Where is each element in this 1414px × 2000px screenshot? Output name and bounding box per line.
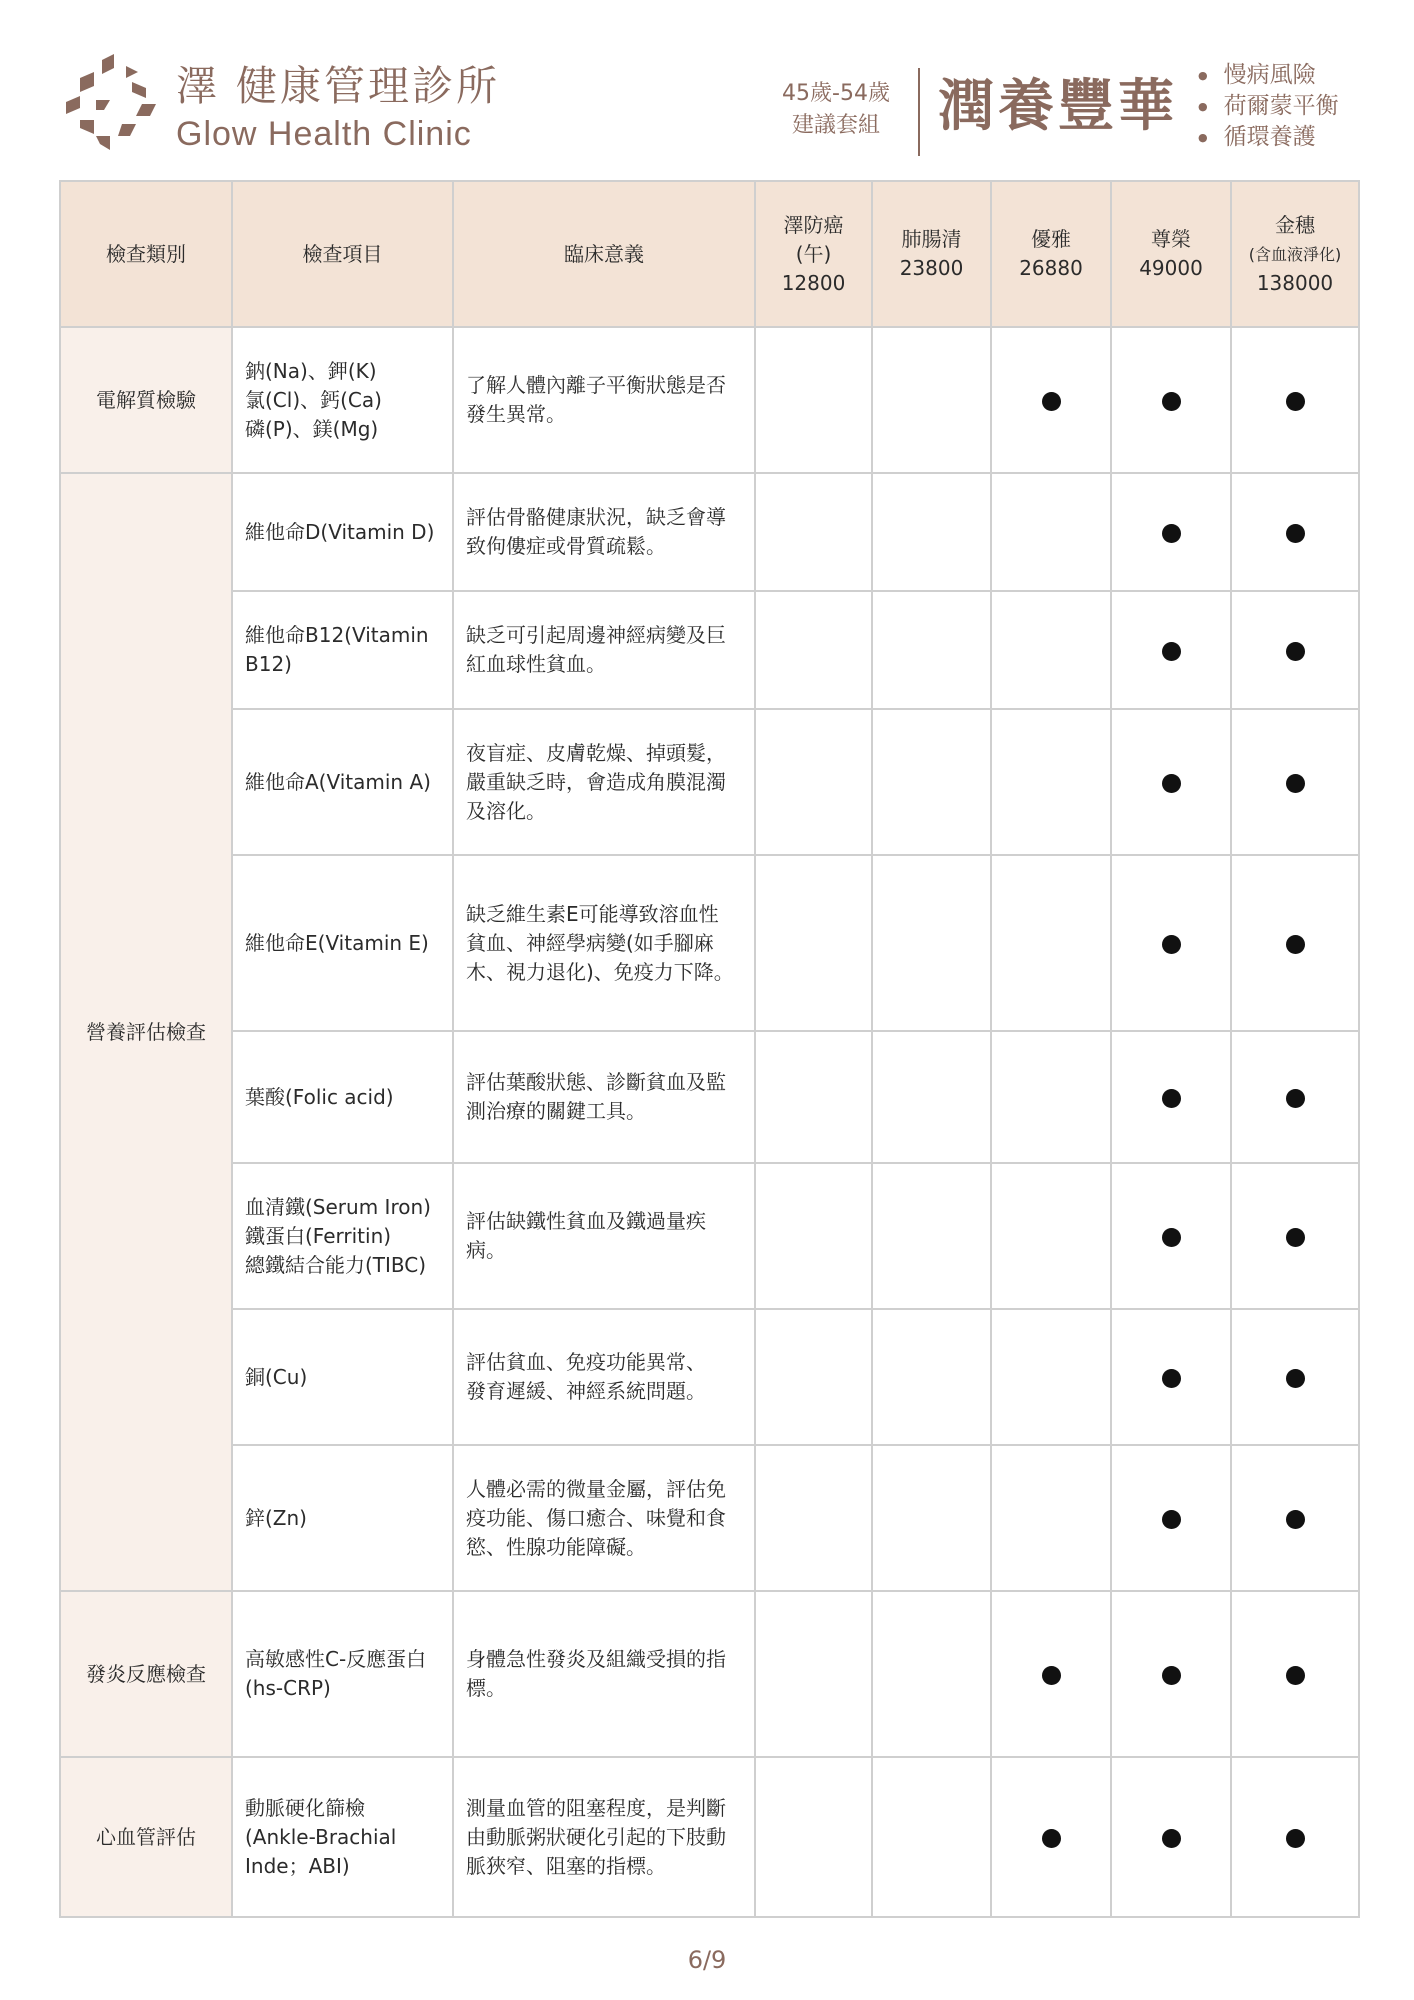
plan-mark-cell: [1111, 1163, 1231, 1309]
meaning-line: 病。: [466, 1238, 506, 1262]
plan-mark-cell: [755, 1445, 872, 1591]
plan-mark-cell: [991, 591, 1111, 709]
included-dot-icon: [1286, 524, 1305, 543]
item-cell: [232, 709, 453, 855]
category-cell: 電解質檢驗: [60, 327, 232, 473]
item-line: Inde；ABI): [245, 1853, 350, 1878]
item-cell: [232, 591, 453, 709]
plan-mark-cell: [872, 709, 991, 855]
item-cell: [232, 1163, 453, 1309]
plan-mark-cell: [872, 1445, 991, 1591]
included-dot-icon: [1162, 1510, 1181, 1529]
package-title: 潤養豐華: [938, 74, 1178, 139]
plan-mark-cell: [755, 855, 872, 1031]
category-cell: 心血管評估: [60, 1757, 232, 1917]
plan-mark-cell: [1231, 855, 1359, 1031]
plan-mark-cell: [872, 1163, 991, 1309]
plan-mark-cell: [1111, 1445, 1231, 1591]
meaning-line: 由動脈粥狀硬化引起的下肢動: [466, 1824, 726, 1849]
plan-mark-cell: [872, 1757, 991, 1917]
plan-name: 尊榮: [1151, 227, 1191, 251]
item-line: 維他命A(Vitamin A): [245, 769, 431, 794]
meaning-cell: [453, 1591, 755, 1757]
meaning-line: 紅血球性貧血。: [466, 652, 606, 676]
included-dot-icon: [1162, 935, 1181, 954]
meaning-line: 夜盲症、皮膚乾燥、掉頭髮，: [466, 740, 726, 765]
meaning-line: 評估葉酸狀態、診斷貧血及監: [466, 1070, 726, 1094]
clinic-logo-icon: [66, 52, 162, 152]
plan-mark-cell: [872, 855, 991, 1031]
meaning-line: 人體必需的微量金屬，評估免: [466, 1476, 726, 1501]
plan-mark-cell: [755, 1309, 872, 1445]
meaning-line: 木、視力退化)、免疫力下降。: [466, 959, 734, 984]
plan-price: 49000: [1139, 256, 1203, 280]
meaning-line: 測治療的關鍵工具。: [466, 1099, 646, 1123]
meaning-line: 及溶化。: [466, 798, 546, 823]
item-line: 氯(Cl)、鈣(Ca): [245, 387, 382, 412]
item-line: 血清鐵(Serum Iron): [245, 1194, 431, 1219]
item-line: 銅(Cu): [245, 1364, 308, 1389]
checkup-table: [59, 180, 1360, 1918]
plan-mark-cell: [755, 709, 872, 855]
category-cell: 發炎反應檢查: [60, 1591, 232, 1757]
item-cell: [232, 1309, 453, 1445]
plan-mark-cell: [991, 1757, 1111, 1917]
plan-mark-cell: [755, 1757, 872, 1917]
table-row: [60, 327, 1359, 473]
meaning-line: 評估骨骼健康狀況，缺乏會導: [466, 505, 726, 529]
meaning-cell: [453, 473, 755, 591]
item-cell: [232, 1591, 453, 1757]
plan-price: 138000: [1256, 270, 1334, 295]
plan-mark-cell: [1231, 1309, 1359, 1445]
item-line: (Ankle-Brachial: [245, 1824, 397, 1849]
header-divider: [918, 68, 920, 156]
meaning-line: 嚴重缺乏時，會造成角膜混濁: [466, 769, 726, 794]
table-row: [60, 709, 1359, 855]
table-row: [60, 1445, 1359, 1591]
meaning-line: 慾、性腺功能障礙。: [466, 1534, 646, 1559]
brand-name-zh: 澤 健康管理診所: [176, 62, 501, 110]
meaning-line: 脈狹窄、阻塞的指標。: [466, 1853, 666, 1878]
category-cell: 營養評估檢查: [60, 473, 232, 1591]
item-line: B12): [245, 652, 292, 676]
plan-mark-cell: [872, 473, 991, 591]
plan-mark-cell: [1111, 855, 1231, 1031]
plan-mark-cell: [991, 1591, 1111, 1757]
meaning-line: 了解人體內離子平衡狀態是否: [466, 373, 726, 397]
included-dot-icon: [1162, 1089, 1181, 1108]
age-range-block: [770, 78, 902, 142]
meaning-cell: [453, 1757, 755, 1917]
meaning-line: 發生異常。: [466, 402, 566, 426]
meaning-line: 標。: [466, 1676, 506, 1700]
meaning-line: 身體急性發炎及組織受損的指: [466, 1647, 726, 1671]
plan-mark-cell: [1111, 1757, 1231, 1917]
plan-note: (含血液淨化): [1248, 244, 1342, 264]
age-range: 45歲-54歲: [782, 81, 890, 106]
plan-mark-cell: [872, 591, 991, 709]
included-dot-icon: [1286, 642, 1305, 661]
plan-mark-cell: [1231, 591, 1359, 709]
meaning-line: 貧血、神經學病變(如手腳麻: [466, 930, 714, 955]
item-cell: [232, 855, 453, 1031]
plan-mark-cell: [872, 1591, 991, 1757]
plan-mark-cell: [1231, 1757, 1359, 1917]
plan-mark-cell: [991, 1031, 1111, 1163]
included-dot-icon: [1162, 1829, 1181, 1848]
plan-mark-cell: [991, 473, 1111, 591]
item-line: 維他命B12(Vitamin: [245, 623, 429, 647]
highlight-item: ● 循環養護: [1198, 122, 1339, 153]
item-line: 鐵蛋白(Ferritin): [245, 1223, 392, 1248]
table-row: [60, 473, 1359, 591]
brand-block: [176, 60, 500, 156]
plan-mark-cell: [991, 1445, 1111, 1591]
plan-mark-cell: [1231, 709, 1359, 855]
plan-mark-cell: [755, 1591, 872, 1757]
included-dot-icon: [1286, 1228, 1305, 1247]
header-plan: [755, 181, 872, 327]
included-dot-icon: [1286, 1089, 1305, 1108]
plan-price: 12800: [781, 270, 846, 295]
plan-mark-cell: [755, 1163, 872, 1309]
plan-mark-cell: [1231, 327, 1359, 473]
plan-mark-cell: [1231, 473, 1359, 591]
plan-mark-cell: [1231, 1163, 1359, 1309]
plan-session: (午): [795, 241, 832, 266]
item-cell: [232, 1031, 453, 1163]
meaning-line: 測量血管的阻塞程度，是判斷: [466, 1795, 726, 1820]
table-row: [60, 1031, 1359, 1163]
meaning-line: 發育遲緩、神經系統問題。: [466, 1379, 706, 1403]
table-row: [60, 1757, 1359, 1917]
header-plan: [1111, 181, 1231, 327]
meaning-cell: [453, 709, 755, 855]
meaning-cell: [453, 855, 755, 1031]
plan-mark-cell: [1231, 1445, 1359, 1591]
plan-name: 金穗: [1275, 212, 1315, 237]
plan-mark-cell: [872, 1309, 991, 1445]
plan-mark-cell: [755, 1031, 872, 1163]
plan-mark-cell: [755, 473, 872, 591]
table-row: [60, 591, 1359, 709]
meaning-line: 缺乏可引起周邊神經病變及巨: [466, 623, 726, 647]
item-cell: [232, 1445, 453, 1591]
header-plan: [991, 181, 1111, 327]
plan-price: 26880: [1019, 256, 1083, 280]
item-line: 磷(P)、鎂(Mg): [245, 416, 379, 441]
included-dot-icon: [1162, 642, 1181, 661]
included-dot-icon: [1286, 1510, 1305, 1529]
item-line: 鋅(Zn): [245, 1505, 307, 1530]
included-dot-icon: [1162, 524, 1181, 543]
plan-mark-cell: [991, 709, 1111, 855]
item-line: 總鐵結合能力(TIBC): [245, 1252, 427, 1277]
table-body: [60, 327, 1359, 1917]
plan-price: 23800: [899, 256, 964, 280]
plan-name: 肺腸清: [901, 227, 962, 251]
plan-mark-cell: [1111, 473, 1231, 591]
included-dot-icon: [1162, 392, 1181, 411]
table-header-row: [60, 181, 1359, 327]
meaning-cell: [453, 591, 755, 709]
table-row: [60, 1309, 1359, 1445]
plan-mark-cell: [1111, 327, 1231, 473]
included-dot-icon: [1286, 935, 1305, 954]
included-dot-icon: [1286, 1829, 1305, 1848]
plan-mark-cell: [991, 1163, 1111, 1309]
brand-name-en: Glow Health Clinic: [176, 115, 472, 153]
included-dot-icon: [1162, 774, 1181, 793]
meaning-line: 缺乏維生素E可能導致溶血性: [466, 901, 719, 926]
meaning-line: 致佝僂症或骨質疏鬆。: [466, 534, 666, 558]
table-row: [60, 855, 1359, 1031]
plan-mark-cell: [991, 855, 1111, 1031]
included-dot-icon: [1162, 1369, 1181, 1388]
meaning-cell: [453, 1031, 755, 1163]
included-dot-icon: [1286, 1369, 1305, 1388]
item-line: 維他命E(Vitamin E): [245, 930, 429, 955]
meaning-line: 評估缺鐵性貧血及鐵過量疾: [466, 1209, 706, 1233]
item-cell: [232, 473, 453, 591]
header-meaning: 臨床意義: [453, 181, 755, 327]
header-category: 檢查類別: [60, 181, 232, 327]
item-cell: [232, 327, 453, 473]
included-dot-icon: [1162, 1666, 1181, 1685]
header-plan: [1231, 181, 1359, 327]
meaning-line: 疫功能、傷口癒合、味覺和食: [466, 1505, 726, 1530]
item-line: 維他命D(Vitamin D): [245, 519, 435, 544]
included-dot-icon: [1286, 392, 1305, 411]
header-item: 檢查項目: [232, 181, 453, 327]
age-range-subtitle: 建議套組: [791, 113, 880, 138]
plan-mark-cell: [872, 1031, 991, 1163]
item-line: 鈉(Na)、鉀(K): [245, 358, 377, 383]
page-number: 6/9: [687, 1946, 727, 1974]
plan-mark-cell: [755, 327, 872, 473]
meaning-line: 評估貧血、免疫功能異常、: [466, 1350, 706, 1374]
plan-mark-cell: [1111, 709, 1231, 855]
item-line: (hs-CRP): [245, 1676, 331, 1700]
highlight-list: [1198, 60, 1339, 153]
plan-mark-cell: [1231, 1031, 1359, 1163]
item-line: 動脈硬化篩檢: [245, 1795, 365, 1820]
included-dot-icon: [1286, 774, 1305, 793]
item-line: 葉酸(Folic acid): [245, 1084, 394, 1109]
plan-mark-cell: [755, 591, 872, 709]
plan-mark-cell: [1111, 1031, 1231, 1163]
meaning-cell: [453, 327, 755, 473]
highlight-item: ● 荷爾蒙平衡: [1198, 91, 1339, 122]
plan-mark-cell: [1111, 1591, 1231, 1757]
header-plan: [872, 181, 991, 327]
meaning-cell: [453, 1163, 755, 1309]
plan-name: 澤防癌: [783, 212, 844, 237]
plan-mark-cell: [991, 327, 1111, 473]
plan-mark-cell: [991, 1309, 1111, 1445]
highlight-item: ● 慢病風險: [1198, 60, 1339, 91]
plan-name: 優雅: [1031, 227, 1071, 251]
plan-mark-cell: [1111, 1309, 1231, 1445]
table-row: [60, 1591, 1359, 1757]
meaning-cell: [453, 1309, 755, 1445]
included-dot-icon: [1042, 1829, 1061, 1848]
plan-mark-cell: [1111, 591, 1231, 709]
table-row: [60, 1163, 1359, 1309]
included-dot-icon: [1042, 392, 1061, 411]
included-dot-icon: [1162, 1228, 1181, 1247]
item-line: 高敏感性C-反應蛋白: [245, 1647, 427, 1671]
included-dot-icon: [1286, 1666, 1305, 1685]
plan-mark-cell: [1231, 1591, 1359, 1757]
included-dot-icon: [1042, 1666, 1061, 1685]
item-cell: [232, 1757, 453, 1917]
plan-mark-cell: [872, 327, 991, 473]
meaning-cell: [453, 1445, 755, 1591]
